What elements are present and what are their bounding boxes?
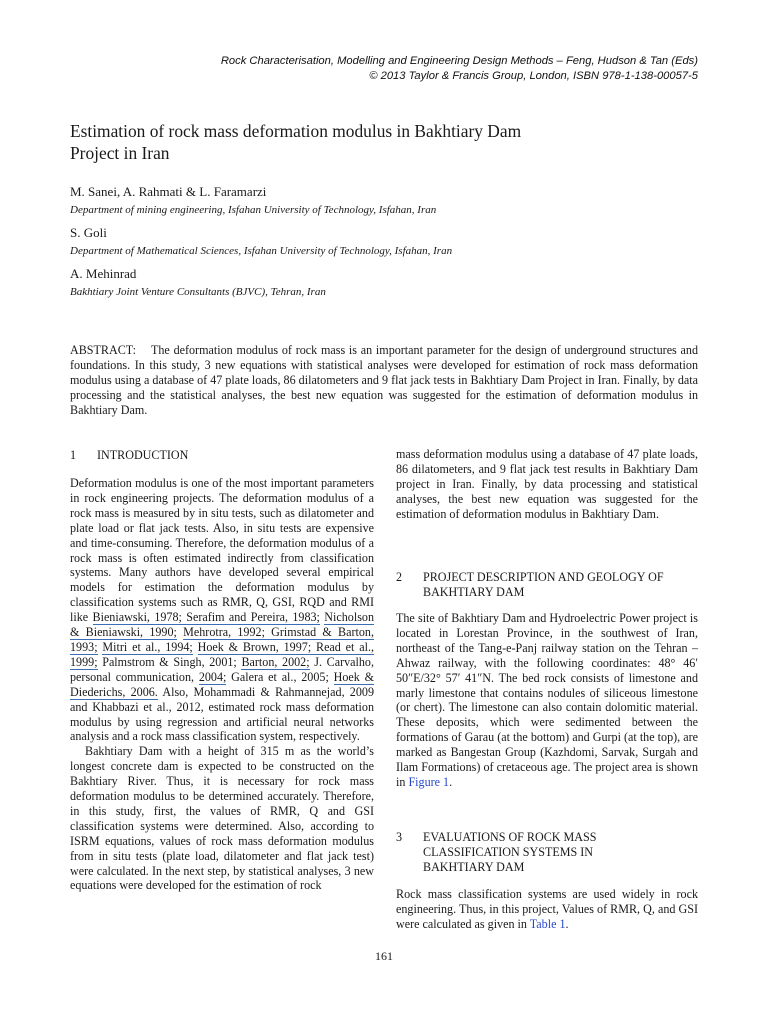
section-title: PROJECT DESCRIPTION AND GEOLOGY OF [423, 570, 664, 584]
paragraph-text: Galera et al., 2005; [226, 669, 334, 684]
author-names-1: M. Sanei, A. Rahmati & L. Faramarzi [70, 184, 267, 199]
section-heading-2 [396, 570, 698, 600]
paragraph-text: . [565, 916, 569, 931]
paragraph: Bakhtiary Dam with a height of 315 m as the world’s longest concrete dam is expected to be constructed on the Bakhtiary River. Thus, it is necessary for rock mass deformation modulus to be determined accurately. Therefore, in this study, first, the values of RMR, Q and GSI classification systems were determined. Also, according to ISRM equations, values of rock mass deformation modulus from in situ tests (plate load, dilatometer and flat jack test) were calculated. In the next step, by statistical analyses, 3 new equations were developed for the estimation of rock [70, 744, 374, 893]
title-line-1: Estimation of rock mass deformation modulus in Bakhtiary Dam [70, 121, 522, 141]
abstract-label: ABSTRACT: [70, 343, 136, 357]
figure-link[interactable]: Figure 1 [408, 774, 450, 789]
paragraph-text: J. Carvalho, personal communication, [70, 654, 374, 684]
paragraph-text: The site of Bakhtiary Dam and Hydroelectric Power project is located in Lorestan Province, in the southwest of Iran, northeast of the Tang-e-Panj railway station on the Tehran – Ahwaz railway, with the following coordinates: 48° 46′ 50″E/32° 57′ 41″N. The bed rock consists of limestone and marly limestone that contains nodules of siliceous limestone (or chert). The limestone can also contain dolomitic material. These deposits, which were sedimented between the formations of Garau (at the bottom) and Gurpi (at the top), are marked as Bangestan Group (Kazhdomi, Sarvak, Surgah and Ilam Formations) of cretaceous age. The project area is shown in [396, 611, 698, 789]
abstract [70, 343, 698, 418]
header-line-1: Rock Characterisation, Modelling and Engineering Design Methods – Feng, Hudson & Tan (Eds) [220, 55, 698, 67]
section-title: INTRODUCTION [97, 448, 189, 462]
citation-link[interactable]: Bieniawski, 1978; Serafim and Pereira, 1983; [92, 610, 320, 625]
citation-link[interactable]: Hoek & Diederichs, 2006. [70, 669, 374, 699]
paragraph-text: Deformation modulus is one of the most important parameters in rock engineering projects. The deformation modulus of a rock mass is measured by in situ tests, such as dilatometer and plate load or flat jack tests. Also, in situ tests are expensive and time-consuming. Therefore, the deformation modulus of a rock mass is often estimated indirectly from classification systems. Many authors have developed several empirical models for estimation the deformation modulus by classification systems such as RMR, Q, GSI, RQD and RMI like [70, 476, 374, 625]
section-title: BAKHTIARY DAM [423, 584, 525, 599]
paragraph-text: Also, Mohammadi & Rahmannejad, 2009 and Khabbazi et al., 2012, estimated rock mass deformation modulus by using regression and artificial neural networks analysis and a rock mass classification system, respectively. [70, 684, 374, 744]
citation-link[interactable]: Nicholson & Bieniawski, 1990; [70, 610, 374, 640]
right-column-project [396, 611, 698, 790]
page-number: 161 [375, 949, 393, 963]
citation-link[interactable]: Mitri et al., 1994; [102, 639, 193, 654]
author-affiliation-2: Department of Mathematical Sciences, Isfahan University of Technology, Isfahan, Iran [70, 245, 453, 257]
author-names-3: A. Mehinrad [70, 266, 137, 281]
citation-link[interactable]: Hoek & Brown, 1997; Read et al., 1999; [70, 639, 374, 669]
section-title: BAKHTIARY DAM [423, 859, 525, 874]
table-link[interactable]: Table 1 [529, 916, 566, 931]
left-column [70, 476, 374, 893]
section-heading-1 [70, 448, 188, 463]
right-column-evaluations [396, 887, 698, 932]
section-title: CLASSIFICATION SYSTEMS IN [423, 844, 594, 859]
running-header [221, 54, 698, 84]
section-title: EVALUATIONS OF ROCK MASS [423, 830, 597, 844]
header-line-2: © 2013 Taylor & Francis Group, London, ISBN 978-1-138-00057-5 [369, 70, 698, 82]
paragraph-text: Palmstrom & Singh, 2001; [97, 654, 242, 669]
paragraph-text: Rock mass classification systems are used widely in rock engineering. Thus, in this project, Values of RMR, Q, and GSI were calculated as given in [396, 887, 698, 931]
section-number: 3 [396, 830, 403, 844]
paragraph [70, 476, 374, 744]
author-names-2: S. Goli [70, 225, 107, 240]
citation-link[interactable]: Barton, 2002; [241, 654, 310, 669]
section-number: 1 [70, 448, 77, 462]
title-line-2: Project in Iran [70, 143, 170, 163]
author-affiliation-1: Department of mining engineering, Isfahan University of Technology, Isfahan, Iran [70, 204, 437, 216]
paragraph [396, 887, 698, 932]
citation-link[interactable]: 2004; [198, 669, 227, 684]
abstract-text: The deformation modulus of rock mass is an important parameter for the design of underground structures and foundations. In this study, 3 new equations with statistical analyses were developed for estimation of rock mass deformation modulus using a database of 47 plate loads, 86 dilatometers and 9 flat jack tests in Bakhtiary Dam Project in Iran. Finally, by data processing and the statistical analyses, the best new equation was suggested for the estimation of deformation modulus in Bakhtiary Dam. [70, 343, 698, 417]
right-column-intro [396, 447, 698, 522]
paper-title [70, 120, 670, 164]
author-affiliation-3: Bakhtiary Joint Venture Consultants (BJVC), Tehran, Iran [70, 286, 326, 298]
paragraph: mass deformation modulus using a database of 47 plate loads, 86 dilatometers, and 9 flat jack test results in Bakhtiary Dam project in Iran. Finally, by data processing and statistical analyses, the best new equation was suggested for the estimation of deformation modulus in Bakhtiary Dam. [396, 447, 698, 521]
paragraph [396, 611, 698, 790]
paragraph-text: . [449, 774, 453, 789]
section-heading-3 [396, 830, 698, 875]
citation-link[interactable]: Mehrotra, 1992; Grimstad & Barton, 1993; [70, 625, 374, 654]
section-number: 2 [396, 570, 403, 584]
